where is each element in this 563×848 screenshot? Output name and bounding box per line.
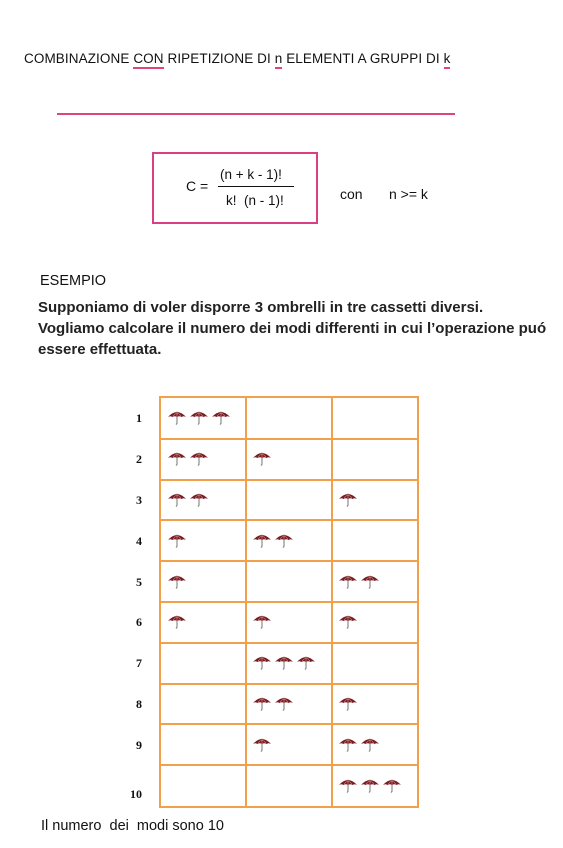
table-row-divider (161, 683, 417, 685)
drawer-cell (167, 409, 231, 425)
row-number: 10 (130, 786, 142, 801)
umbrella-icon (252, 695, 272, 711)
formula-denominator: k! (n - 1)! (226, 193, 284, 208)
umbrella-icon (252, 654, 272, 670)
umbrella-icon (167, 532, 187, 548)
umbrella-icon (338, 613, 358, 629)
drawer-cell (338, 491, 358, 507)
example-text: Supponiamo di voler disporre 3 ombrelli in tre cassetti diversi. Vogliamo calcolare il numero dei modi differenti in cui l’operazione puó essere effettuata. (38, 299, 547, 358)
drawer-cell (338, 777, 402, 793)
drawer-cell (252, 450, 272, 466)
conclusion-text: Il numero dei modi sono 10 (41, 818, 224, 834)
table-row-divider (161, 723, 417, 725)
umbrella-icon (167, 409, 187, 425)
table-row-divider (161, 519, 417, 521)
drawer-cell (167, 613, 187, 629)
drawer-cell (338, 695, 358, 711)
arrangement-table (159, 396, 419, 808)
umbrella-icon (167, 613, 187, 629)
umbrella-icon (252, 736, 272, 752)
drawer-cell (167, 573, 187, 589)
row-number: 2 (136, 452, 142, 467)
umbrella-icon (338, 736, 358, 752)
umbrella-icon (338, 695, 358, 711)
table-row-divider (161, 601, 417, 603)
umbrella-icon (382, 777, 402, 793)
drawer-cell (252, 532, 294, 548)
row-number: 3 (136, 493, 142, 507)
umbrella-icon (274, 654, 294, 670)
table-row-divider (161, 642, 417, 644)
formula-con-label: con (340, 186, 363, 202)
underlined-k: k (444, 51, 451, 69)
fraction-bar (218, 186, 294, 187)
umbrella-icon (360, 777, 380, 793)
drawer-cell (252, 654, 316, 670)
row-number: 6 (136, 615, 142, 630)
row-number: 4 (136, 533, 142, 548)
table-row-divider (161, 438, 417, 440)
umbrella-icon (167, 573, 187, 589)
drawer-cell (167, 450, 209, 466)
row-number: 1 (136, 411, 142, 426)
formula-box (152, 152, 318, 224)
umbrella-icon (338, 491, 358, 507)
umbrella-icon (167, 450, 187, 466)
table-row-divider (161, 560, 417, 562)
row-number: 9 (136, 737, 142, 752)
umbrella-icon (211, 409, 231, 425)
umbrella-icon (167, 491, 187, 507)
row-number: 5 (136, 574, 142, 589)
drawer-cell (167, 532, 187, 548)
drawer-cell (338, 613, 358, 629)
page-title: COMBINAZIONE CON RIPETIZIONE DI n ELEMENTI A GRUPPI DI k (24, 51, 450, 66)
umbrella-icon (189, 491, 209, 507)
formula-lhs: C = (186, 178, 209, 194)
drawer-cell (338, 573, 380, 589)
umbrella-icon (252, 532, 272, 548)
umbrella-icon (189, 409, 209, 425)
divider-line (57, 113, 455, 115)
row-number: 7 (136, 656, 142, 671)
umbrella-icon (252, 613, 272, 629)
umbrella-icon (338, 573, 358, 589)
umbrella-icon (252, 450, 272, 466)
drawer-cell (252, 695, 294, 711)
drawer-cell (252, 613, 272, 629)
umbrella-icon (274, 532, 294, 548)
umbrella-icon (360, 573, 380, 589)
row-number: 8 (136, 697, 142, 711)
example-heading: ESEMPIO (40, 273, 107, 289)
drawer-cell (252, 736, 272, 752)
table-row-divider (161, 479, 417, 481)
underlined-n: n (275, 51, 283, 69)
drawer-cell (338, 736, 380, 752)
umbrella-icon (274, 695, 294, 711)
drawer-cell (167, 491, 209, 507)
formula-numerator: (n + k - 1)! (220, 167, 282, 182)
underlined-con: CON (133, 51, 163, 69)
umbrella-icon (338, 777, 358, 793)
umbrella-icon (360, 736, 380, 752)
umbrella-icon (296, 654, 316, 670)
table-row-divider (161, 764, 417, 766)
formula-condition: n >= k (389, 186, 428, 202)
umbrella-icon (189, 450, 209, 466)
